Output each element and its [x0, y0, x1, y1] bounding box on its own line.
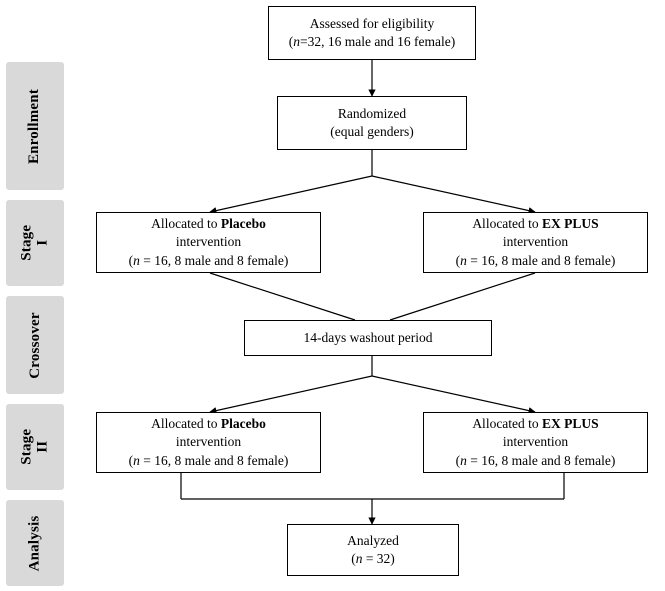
washout-line1: 14-days washout period [303, 329, 433, 345]
box-stage2-placebo [96, 412, 321, 473]
box-stage1-placebo [96, 212, 321, 273]
stage-i-line1: Stage [18, 225, 35, 261]
stage-label-enrollment-text: Enrollment [26, 88, 43, 164]
analyzed-line1: Analyzed [347, 532, 399, 548]
box-analyzed [287, 524, 459, 576]
stage1-explus-line1: Allocated to EX PLUS [472, 216, 599, 232]
analyzed-line2: (n = 32) [351, 551, 395, 566]
eligibility-line2: (n=32, 16 male and 16 female) [288, 34, 456, 49]
box-randomized [277, 96, 467, 150]
randomized-line1: Randomized [337, 105, 407, 121]
stage1-explus-line2: intervention [502, 234, 569, 250]
stage-label-stage-i [6, 200, 64, 286]
stage-ii-line2: II [34, 440, 50, 454]
stage1-placebo-line2: intervention [175, 234, 242, 250]
stage-label-analysis-text: Analysis [26, 515, 43, 571]
stage2-explus-line2: intervention [502, 434, 569, 450]
stage2-placebo-line1: Allocated to Placebo [151, 416, 266, 432]
stage-label-stage-ii [6, 404, 64, 490]
stage-label-stage-ii-text [19, 429, 51, 465]
stage1-placebo-line3: (n = 16, 8 male and 8 female) [128, 252, 289, 268]
stage-label-analysis [6, 500, 64, 586]
stage-label-crossover-text: Crossover [26, 311, 43, 379]
stage-label-stage-i-text [19, 225, 51, 261]
stage2-explus-line3: (n = 16, 8 male and 8 female) [455, 452, 616, 468]
box-stage2-explus [423, 412, 648, 473]
stage1-placebo-line1: Allocated to Placebo [151, 216, 266, 232]
box-washout-period [244, 320, 492, 356]
box-assessed-for-eligibility [268, 6, 476, 60]
stage2-placebo-line3: (n = 16, 8 male and 8 female) [128, 452, 289, 468]
stage-ii-line1: Stage [18, 429, 35, 465]
randomized-line2: (equal genders) [330, 124, 414, 139]
stage1-explus-line3: (n = 16, 8 male and 8 female) [455, 252, 616, 268]
stage-label-enrollment [6, 62, 64, 190]
box-stage1-explus [423, 212, 648, 273]
stage-i-line2: I [34, 239, 50, 247]
stage2-explus-line1: Allocated to EX PLUS [472, 416, 599, 432]
stage2-placebo-line2: intervention [175, 434, 242, 450]
eligibility-line1: Assessed for eligibility [309, 15, 435, 31]
stage-label-crossover [6, 296, 64, 394]
